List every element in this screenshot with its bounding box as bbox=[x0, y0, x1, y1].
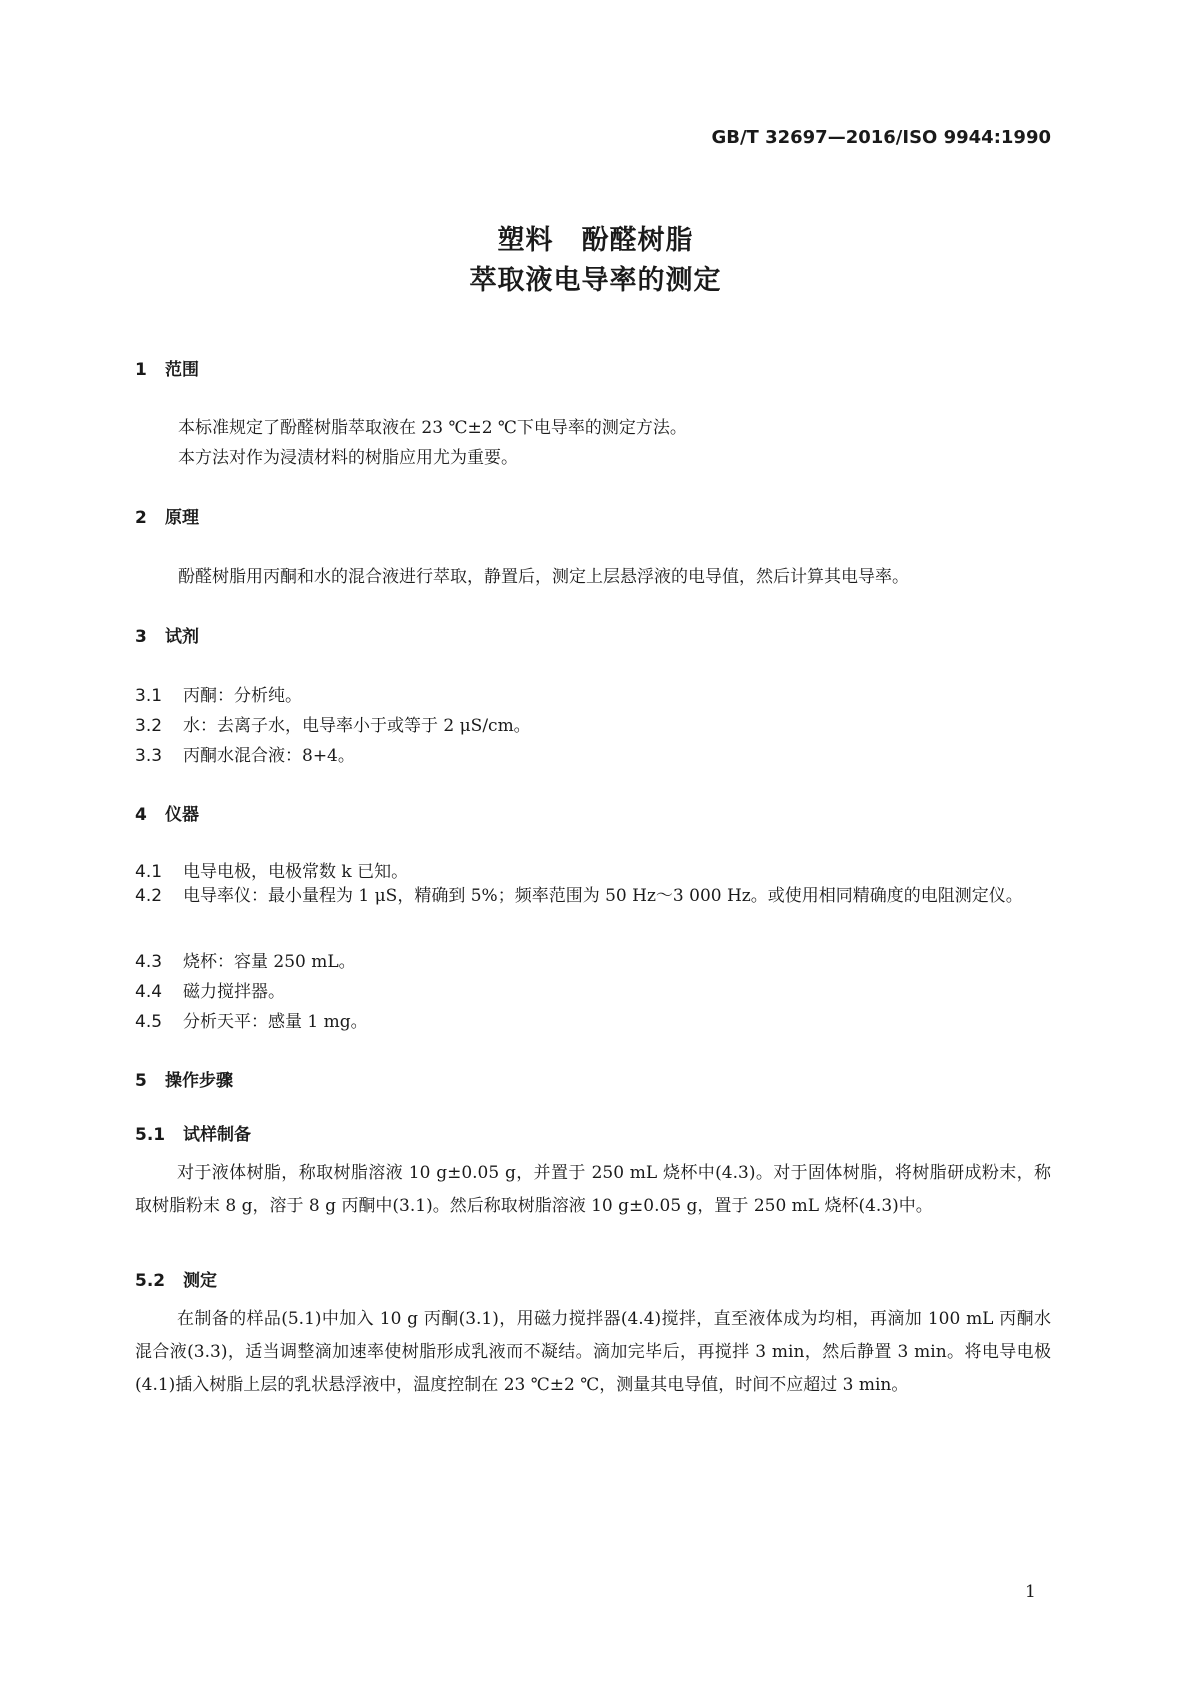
list-item-4-4 bbox=[135, 977, 285, 1002]
item-number: 4.2 bbox=[135, 886, 163, 906]
list-item-4-2 bbox=[135, 880, 1051, 913]
list-item-4-1 bbox=[135, 857, 408, 882]
item-number: 4.5 bbox=[135, 1012, 163, 1032]
subsection-title: 测定 bbox=[183, 1271, 217, 1291]
section-1-heading bbox=[135, 355, 199, 380]
item-text: 电导电极，电极常数 k 已知。 bbox=[183, 862, 409, 882]
list-item-3-1 bbox=[135, 681, 302, 706]
subsection-title: 试样制备 bbox=[183, 1125, 251, 1145]
section-5-heading bbox=[135, 1066, 233, 1091]
list-item-3-3 bbox=[135, 741, 355, 766]
item-text: 分析天平：感量 1 mg。 bbox=[183, 1012, 368, 1032]
section-title: 范围 bbox=[165, 360, 199, 380]
subsection-number: 5.2 bbox=[135, 1271, 166, 1291]
item-number: 3.1 bbox=[135, 686, 163, 706]
section-2-heading bbox=[135, 503, 199, 528]
subsection-5-2-paragraph: 在制备的样品(5.1)中加入 10 g 丙酮(3.1)，用磁力搅拌器(4.4)搅拌，直至液体成为均相，再滴加 100 mL 丙酮水混合液(3.3)，适当调整滴加速率使树脂形成乳液而不凝结。滴加完毕后，再搅拌 3 min，然后静置 3 min。将电导电极(4.1)插入树脂上层的乳状悬浮液中，温度控制在 23 ℃±2 ℃，测量其电导值，时间不应超过 3 min。 bbox=[135, 1309, 1051, 1395]
section-number: 1 bbox=[135, 360, 147, 380]
item-number: 4.4 bbox=[135, 982, 163, 1002]
item-number: 3.3 bbox=[135, 746, 163, 766]
section-number: 2 bbox=[135, 508, 147, 528]
section-number: 4 bbox=[135, 805, 147, 825]
item-text: 烧杯：容量 250 mL。 bbox=[183, 952, 356, 972]
section-title: 仪器 bbox=[165, 805, 199, 825]
section-3-heading bbox=[135, 622, 199, 647]
item-text: 水：去离子水，电导率小于或等于 2 μS/cm。 bbox=[183, 716, 531, 736]
standard-number: GB/T 32697—2016/ISO 9944:1990 bbox=[711, 127, 1051, 148]
item-number: 4.3 bbox=[135, 952, 163, 972]
section-title: 试剂 bbox=[165, 627, 199, 647]
item-number: 3.2 bbox=[135, 716, 163, 736]
section-1-paragraph-1: 本标准规定了酚醛树脂萃取液在 23 ℃±2 ℃下电导率的测定方法。 bbox=[178, 418, 687, 438]
subsection-5-1-paragraph: 对于液体树脂，称取树脂溶液 10 g±0.05 g，并置于 250 mL 烧杯中(4.3)。对于固体树脂，将树脂研成粉末，称取树脂粉末 8 g，溶于 8 g 丙酮中(3.1)。然后称取树脂溶液 10 g±0.05 g，置于 250 mL 烧杯(4.3)中。 bbox=[135, 1163, 1051, 1216]
section-number: 5 bbox=[135, 1071, 147, 1091]
section-number: 3 bbox=[135, 627, 147, 647]
page-number: 1 bbox=[1025, 1582, 1036, 1602]
document-title-line-2: 萃取液电导率的测定 bbox=[469, 265, 722, 296]
section-4-heading bbox=[135, 800, 199, 825]
list-item-4-3 bbox=[135, 947, 356, 972]
item-text: 磁力搅拌器。 bbox=[183, 982, 285, 1002]
list-item-4-5 bbox=[135, 1007, 368, 1032]
item-text: 电导率仪：最小量程为 1 μS，精确到 5%；频率范围为 50 Hz～3 000 Hz。或使用相同精确度的电阻测定仪。 bbox=[183, 886, 1023, 906]
section-title: 操作步骤 bbox=[165, 1071, 233, 1091]
list-item-3-2 bbox=[135, 711, 531, 736]
subsection-5-1-heading bbox=[135, 1120, 251, 1145]
section-title: 原理 bbox=[165, 508, 199, 528]
item-text: 丙酮：分析纯。 bbox=[183, 686, 302, 706]
item-number: 4.1 bbox=[135, 862, 163, 882]
subsection-5-2-heading bbox=[135, 1266, 217, 1291]
document-title-line-1: 塑料 酚醛树脂 bbox=[497, 225, 694, 256]
section-1-paragraph-2: 本方法对作为浸渍材料的树脂应用尤为重要。 bbox=[178, 448, 518, 468]
subsection-number: 5.1 bbox=[135, 1125, 166, 1145]
section-2-paragraph-1: 酚醛树脂用丙酮和水的混合液进行萃取，静置后，测定上层悬浮液的电导值，然后计算其电导率。 bbox=[178, 567, 909, 587]
item-text: 丙酮水混合液：8+4。 bbox=[183, 746, 355, 766]
